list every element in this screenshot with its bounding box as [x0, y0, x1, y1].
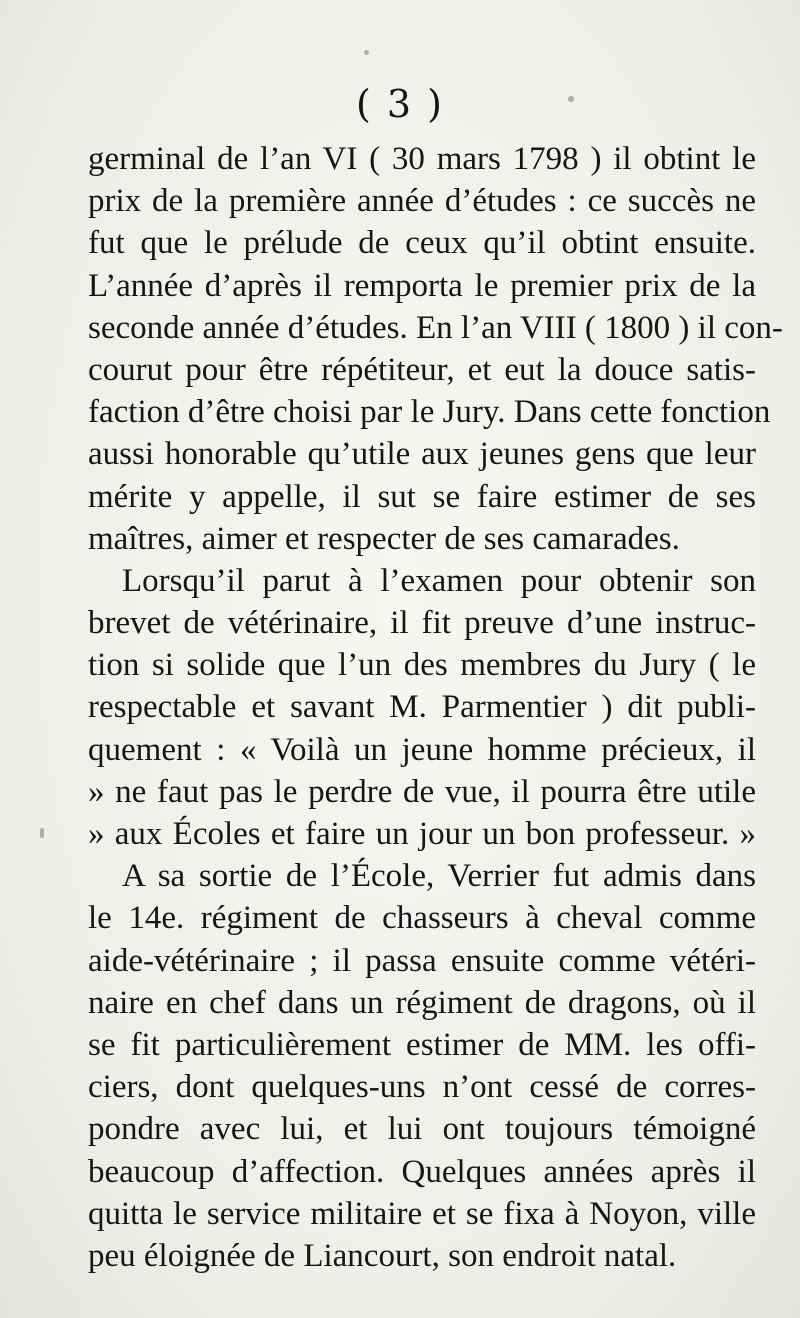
text-line: quement : « Voilà un jeune homme précieux, il	[88, 731, 756, 768]
text-line: prix de la première année d’études : ce succès ne	[88, 183, 756, 220]
text-line: brevet de vétérinaire, il fit preuve d’une instruc-	[88, 605, 756, 642]
text-line: se fit particulièrement estimer de MM. les offi-	[88, 1026, 756, 1063]
text-line: » ne faut pas le perdre de vue, il pourra être utile	[88, 773, 756, 810]
text-line: aussi honorable qu’utile aux jeunes gens que leur	[88, 436, 756, 473]
text-line: maîtres, aimer et respecter de ses camarades.	[88, 520, 680, 557]
text-line: courut pour être répétiteur, et eut la douce satis-	[88, 351, 756, 388]
body-text	[88, 138, 783, 1277]
text-line: aide-vétérinaire ; il passa ensuite comme vétéri-	[88, 942, 756, 979]
text-line: L’année d’après il remporta le premier prix de la	[88, 267, 756, 304]
text-line: le 14e. régiment de chasseurs à cheval comme	[88, 900, 756, 937]
text-line: germinal de l’an VI ( 30 mars 1798 ) il obtint le	[88, 141, 756, 177]
page-number: ( 3 )	[356, 82, 444, 126]
text-line: pondre avec lui, et lui ont toujours témoigné	[88, 1111, 756, 1148]
text-line: Lorsqu’il parut à l’examen pour obtenir son	[122, 562, 756, 599]
text-line: naire en chef dans un régiment de dragons, où il	[88, 984, 756, 1021]
ink-speck	[364, 50, 369, 55]
text-line: peu éloignée de Liancourt, son endroit natal.	[88, 1237, 677, 1274]
ink-speck	[40, 828, 44, 838]
text-line: ciers, dont quelques-uns n’ont cessé de corres-	[88, 1069, 756, 1106]
text-line: quitta le service militaire et se fixa à Noyon, ville	[88, 1195, 756, 1232]
text-line: mérite y appelle, il sut se faire estimer de ses	[88, 478, 756, 515]
text-line: seconde année d’études. En l’an VIII ( 1800 ) il con-	[88, 309, 783, 346]
text-line: fut que le prélude de ceux qu’il obtint ensuite.	[88, 225, 756, 262]
text-line: tion si solide que l’un des membres du Jury ( le	[88, 647, 756, 684]
text-line: beaucoup d’affection. Quelques années après il	[88, 1153, 756, 1190]
text-line: A sa sortie de l’École, Verrier fut admis dans	[122, 858, 756, 895]
text-line: » aux Écoles et faire un jour un bon professeur. »	[88, 816, 756, 852]
text-line: faction d’être choisi par le Jury. Dans cette fonction	[88, 394, 771, 431]
text-line: respectable et savant M. Parmentier ) dit publi-	[88, 689, 756, 726]
